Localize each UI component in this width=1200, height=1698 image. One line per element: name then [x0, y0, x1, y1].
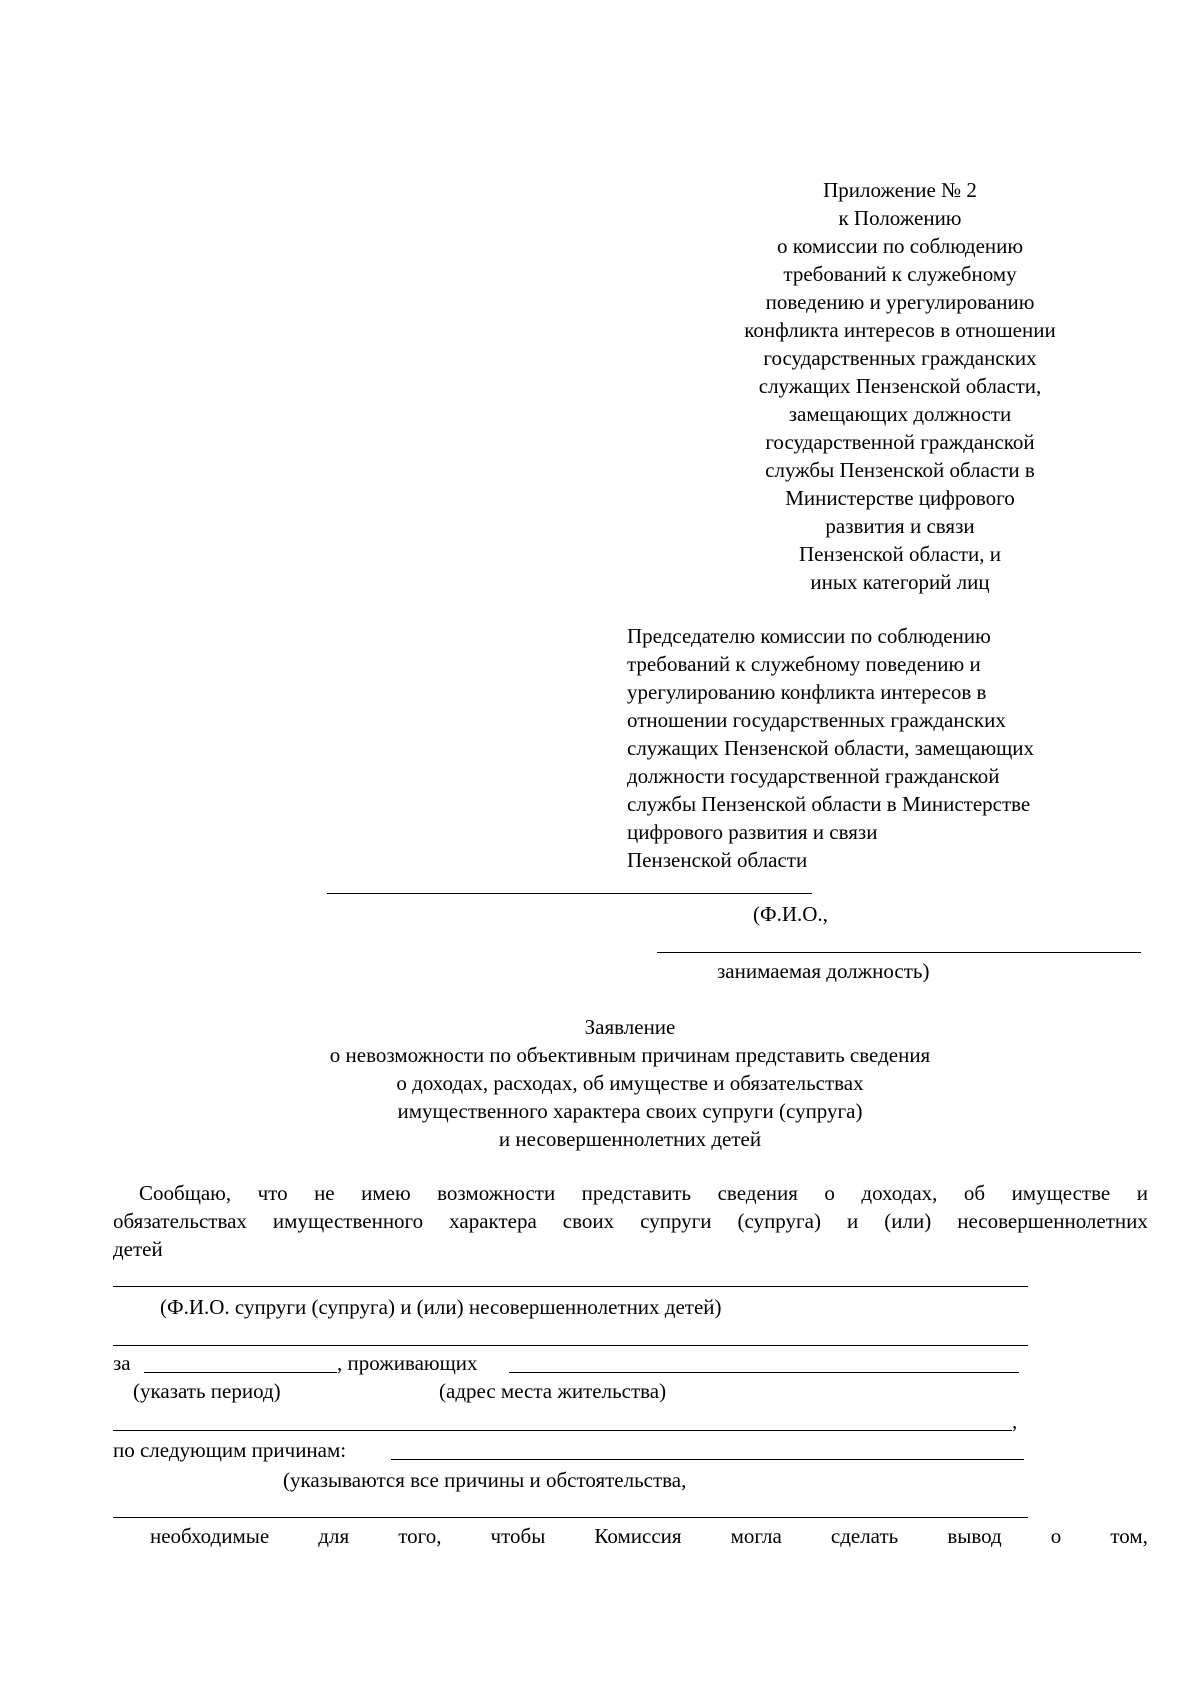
appendix-line: Приложение № 2	[823, 178, 977, 202]
body-word: обязательствах	[113, 1209, 247, 1233]
body-word: что	[257, 1181, 288, 1205]
body-word: вывод	[947, 1524, 1002, 1548]
addressee-line: служащих Пензенской области, замещающих	[627, 736, 1035, 760]
appendix-line: службы Пензенской области в	[765, 458, 1035, 482]
title-line: о доходах, расходах, об имуществе и обязательствах	[396, 1071, 864, 1095]
address-hint: (адрес места жительства)	[439, 1379, 667, 1403]
position-underline	[657, 952, 1141, 953]
appendix-line: требований к служебному	[783, 262, 1017, 286]
addressee-line: Пензенской области	[627, 848, 808, 872]
body-word: том,	[1110, 1524, 1148, 1548]
reasons-label: по следующим причинам:	[113, 1438, 347, 1462]
appendix-line: поведению и урегулированию	[765, 290, 1035, 314]
body-word: Комиссия	[594, 1524, 682, 1548]
body-word: могла	[730, 1524, 782, 1548]
body-word: необходимые	[150, 1524, 270, 1548]
body-word: имущественного	[272, 1209, 424, 1233]
appendix-block	[640, 176, 1160, 596]
address-underline-2	[113, 1430, 1012, 1431]
appendix-line: о комиссии по соблюдению	[776, 234, 1024, 258]
reasons-underline	[391, 1459, 1024, 1460]
title-line: о невозможности по объективным причинам представить сведения	[329, 1043, 931, 1067]
body-word: сведения	[717, 1181, 798, 1205]
statement-title	[100, 1013, 1160, 1153]
appendix-line: Министерстве цифрового	[785, 486, 1015, 510]
body-word: возможности	[437, 1181, 556, 1205]
appendix-line: развития и связи	[825, 514, 975, 538]
period-underline	[144, 1372, 337, 1373]
body-word: о	[824, 1181, 835, 1205]
period-hint: (указать период)	[133, 1379, 281, 1403]
body-word: о	[1050, 1524, 1062, 1548]
body-line-1	[139, 1179, 1148, 1207]
body-word: об	[963, 1181, 986, 1205]
addressee-line: службы Пензенской области в Министерстве	[627, 792, 1031, 816]
addressee-line: урегулированию конфликта интересов в	[627, 680, 987, 704]
appendix-line: иных категорий лиц	[810, 570, 990, 594]
addressee-line: отношении государственных гражданских	[627, 708, 1006, 732]
spouse-underline	[113, 1286, 1028, 1287]
appendix-line: государственной гражданской	[765, 430, 1035, 454]
position-hint: занимаемая должность)	[717, 959, 930, 983]
appendix-line: замещающих должности	[788, 402, 1012, 426]
body-word: имею	[361, 1181, 411, 1205]
fio-hint: (Ф.И.О.,	[753, 902, 828, 926]
body-word: представить	[581, 1181, 692, 1205]
address-underline	[509, 1372, 1019, 1373]
body-word: и	[846, 1209, 859, 1233]
body-word: супруги	[640, 1209, 712, 1233]
body-word: Сообщаю,	[139, 1181, 232, 1205]
body-word: своих	[562, 1209, 615, 1233]
appendix-line: к Положению	[838, 206, 962, 230]
body-word: для	[318, 1524, 350, 1548]
body-word: и	[1136, 1181, 1148, 1205]
address-end-comma: ,	[1012, 1409, 1018, 1433]
extra-underline	[113, 1345, 1028, 1346]
body-word: (супруга)	[737, 1209, 821, 1233]
body-line-2	[113, 1207, 1148, 1235]
spouse-hint: (Ф.И.О. супруги (супруга) и (или) несовершеннолетних детей)	[160, 1295, 722, 1319]
body-word: доходах,	[861, 1181, 938, 1205]
body-word: (или)	[884, 1209, 932, 1233]
addressee-block	[627, 622, 1147, 874]
reasons-underline-2	[113, 1517, 1028, 1518]
appendix-line: конфликта интересов в отношении	[744, 318, 1056, 342]
body-word: характера	[449, 1209, 537, 1233]
fio-underline	[327, 893, 812, 894]
body-line-last	[150, 1522, 1148, 1550]
body-word: несовершеннолетних	[957, 1209, 1148, 1233]
addressee-line: цифрового развития и связи	[627, 820, 878, 844]
residing-label: , проживающих	[337, 1351, 478, 1375]
appendix-line: служащих Пензенской области,	[758, 374, 1042, 398]
period-prefix: за	[113, 1351, 131, 1375]
appendix-line: государственных гражданских	[763, 346, 1037, 370]
body-word: сделать	[830, 1524, 899, 1548]
body-word: имуществе	[1011, 1181, 1111, 1205]
title-line: имущественного характера своих супруги (супруга)	[397, 1099, 863, 1123]
body-word: чтобы	[490, 1524, 546, 1548]
appendix-line: Пензенской области, и	[799, 542, 1001, 566]
reasons-hint: (указываются все причины и обстоятельства,	[283, 1468, 687, 1492]
body-line-3: детей	[113, 1237, 163, 1261]
title-line: Заявление	[584, 1015, 676, 1039]
addressee-line: должности государственной гражданской	[627, 764, 1000, 788]
body-word: не	[314, 1181, 335, 1205]
body-word: того,	[398, 1524, 442, 1548]
addressee-line: Председателю комиссии по соблюдению	[627, 624, 991, 648]
addressee-line: требований к служебному поведению и	[627, 652, 981, 676]
title-line: и несовершеннолетних детей	[498, 1127, 762, 1151]
